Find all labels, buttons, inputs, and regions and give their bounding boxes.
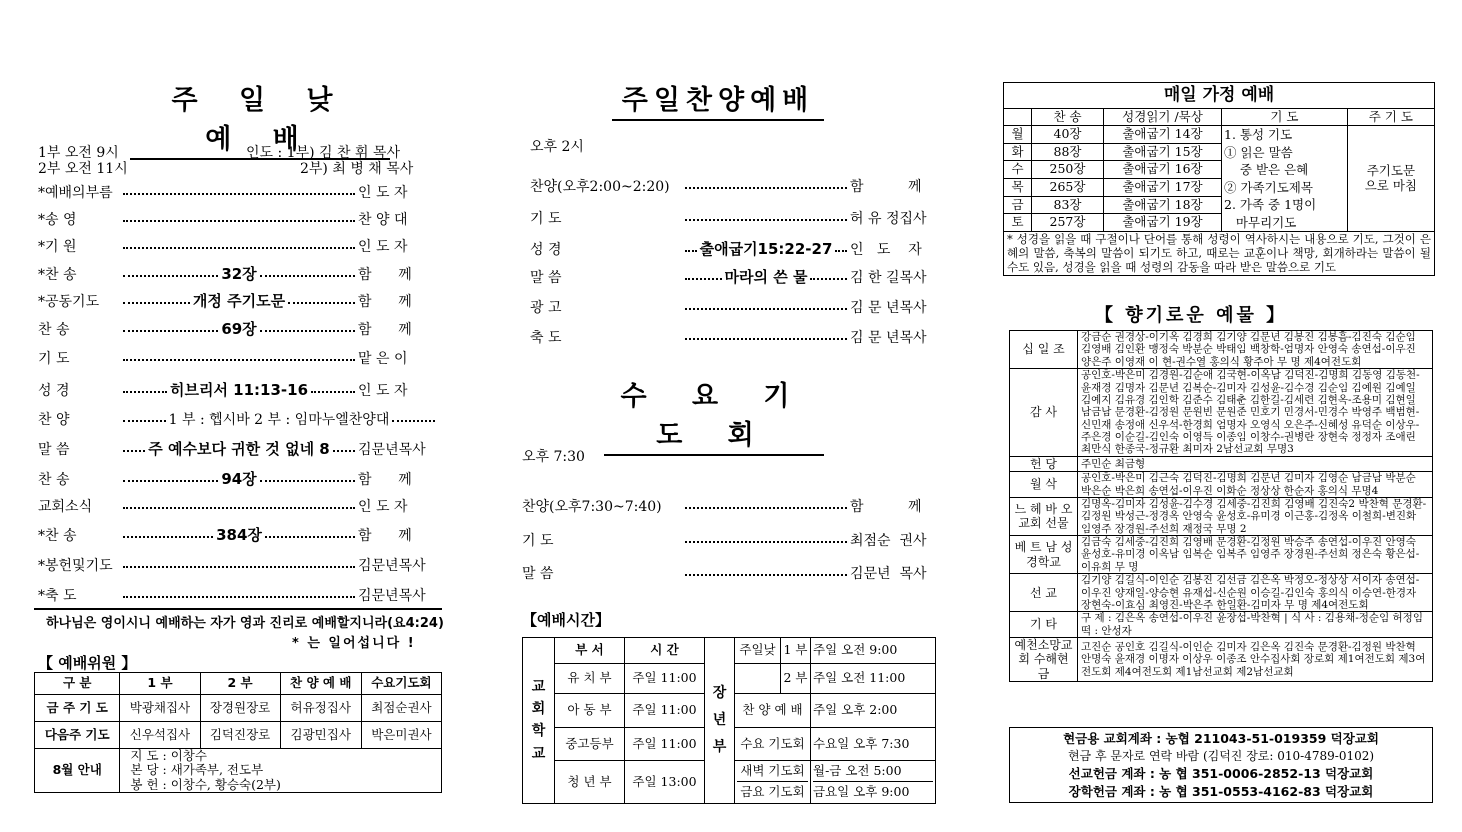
reading-cell: 출애굽기 16장 — [1104, 161, 1222, 179]
leader-dots — [685, 250, 697, 252]
leader-dots — [392, 420, 435, 422]
order-row — [522, 530, 930, 550]
order-row — [530, 238, 930, 259]
order-content: 개정 주기도문 — [192, 292, 286, 310]
order-label: 기 도 — [38, 351, 70, 367]
verse-text: 하나님은 영이시니 예배하는 자가 영과 진리로 예배할지니라(요4:24) — [46, 616, 444, 631]
committee-row-label: 다음주 기도 — [35, 722, 120, 749]
school-time: 주일 11:00 — [625, 664, 705, 694]
leader-dots — [333, 450, 355, 452]
order-leader: 함 께 — [358, 321, 412, 338]
offering-names: 김기양 김길식-이인순 김봉진 김선금 김은옥 박정오-정상상 서이자 송연섭-이우진 양재일-양승현 유재섭-신순원 이승길-김인숙 홍의식 이승연-한경자 장현숙-이효심 최영진-박은주 한일환-김미자 무 명 제4여전도회 — [1078, 574, 1433, 612]
schedule-title: 【예배시간】 — [522, 611, 610, 629]
school-time: 주일 13:00 — [625, 761, 705, 804]
committee-cell: 김광민집사 — [280, 722, 361, 749]
order-leader: 함 께 — [850, 499, 922, 515]
leader-dots — [685, 574, 847, 576]
school-dept: 유 치 부 — [555, 664, 625, 694]
offering-category: 느 헤 바 오 교회 선물 — [1010, 497, 1078, 535]
order-content: 주 예수보다 귀한 것 없네 8 — [148, 440, 330, 458]
committee-header: 수요기도회 — [361, 673, 441, 695]
vertical-char: 회 — [531, 700, 546, 717]
school-time: 주일 11:00 — [625, 728, 705, 761]
vertical-char: 학 — [531, 723, 546, 740]
leader-dots — [260, 330, 355, 332]
prayer-line: ① 읽은 말씀 — [1224, 144, 1293, 160]
order-label: *예배의부름 — [38, 185, 113, 201]
order-leader: 인 도 자 — [850, 241, 922, 258]
committee-header: 2 부 — [200, 673, 280, 695]
stand-note: * 는 일어섭니다 ! — [292, 636, 416, 651]
committee-row-label: 금 주 기 도 — [35, 695, 120, 722]
order-leader: 인 도 자 — [358, 185, 408, 201]
order-row — [530, 266, 930, 287]
prayer-line: ② 가족기도제목 — [1224, 179, 1313, 195]
order-leader: 김문년목사 — [358, 441, 426, 458]
prayer-line: 2. 가족 중 1명이 — [1224, 197, 1317, 212]
order-label: 찬양(오후7:30~7:40) — [522, 499, 662, 515]
adult-part: 2 부 — [781, 664, 811, 694]
reading-cell: 출애굽기 17장 — [1104, 178, 1222, 196]
order-label: 기 도 — [522, 533, 554, 549]
order-leader: 김 문 년목사 — [850, 300, 927, 316]
order-leader: 김문년목사 — [358, 558, 426, 574]
day-cell: 금 — [1004, 196, 1032, 214]
order-leader: 최점순 권사 — [850, 533, 927, 549]
order-label: 축 도 — [530, 330, 562, 346]
vertical-char: 교 — [531, 678, 546, 695]
vertical-char: 장 — [712, 685, 727, 702]
offering-names: 공인호-박은미 김경원-김순애 김국현-이옥남 김덕진-김명희 김동영 김동천-윤재경 김명자 김문년 김복순-김미자 김성윤-김수경 김순임 김예원 김예일 김예지 김유경 김인학 김준수 김태춘 김한길-김세련 김현옥-조용미 김현일 남금남 문경환-김정원 문원빈 문원준 민호기 민경서-민경수 박영주 백범현-신민재 송정애 신우석-한경희 엄명자 오영식 오은주-신혜성 유덕순 이상우-주은경 이순길-김인숙 이영득 이종임 이창수-권병란 장현숙 정정자 조애린 최만식 한종국-정규환 최미자 2남선교회 무명3 — [1078, 369, 1433, 457]
offering-names: 김명옥-김미자 김성윤-김수경 김세중-김진희 김영배 김진숙2 박찬혁 문경환-김정원 박성근-정경옥 안영숙 윤성호-유미경 이근홍-김정옥 이철희-변진화 임영주 장경원-주선희 재정국 무명 2 — [1078, 497, 1433, 535]
order-row — [530, 327, 930, 347]
order-label: 성 경 — [38, 382, 70, 399]
leader-dots — [685, 187, 847, 189]
order-row — [38, 585, 438, 605]
offering-category: 감 사 — [1010, 369, 1078, 457]
leader-dots — [123, 450, 145, 452]
august-line: 봉 헌 : 이창수, 황승숙(2부) — [130, 776, 281, 792]
school-time: 주일 11:00 — [625, 694, 705, 728]
order-row — [38, 209, 438, 229]
offering-title: 【 향기로운 예물 】 — [1095, 305, 1288, 326]
leader-dots — [123, 302, 190, 304]
committee-cell: 박광채집사 — [120, 695, 200, 722]
daily-header: 기 도 — [1222, 109, 1348, 126]
offering-category: 월 삭 — [1010, 472, 1078, 498]
committee-cell: 장경원장로 — [200, 695, 280, 722]
adult-service — [735, 664, 781, 694]
order-row — [38, 236, 438, 256]
account-scholarship: 장학헌금 계좌 : 농 협 351-0553-4162-83 덕장교회 — [1068, 784, 1374, 799]
prayer-line: 마무리기도 — [1224, 214, 1297, 230]
order-row — [38, 348, 438, 368]
order-row — [38, 496, 438, 516]
august-info — [120, 749, 442, 793]
offering-category: 헌 당 — [1010, 456, 1078, 471]
order-label: *기 원 — [38, 239, 77, 255]
order-leader: 인 도 자 — [358, 499, 408, 515]
school-label — [523, 638, 555, 804]
order-label: *찬 송 — [38, 527, 77, 544]
daily-title: 매일 가정 예배 — [1004, 83, 1435, 109]
order-content: 히브리서 11:13-16 — [169, 381, 309, 399]
leader-dots — [685, 219, 847, 221]
leader-dots — [123, 596, 355, 598]
day-cell: 토 — [1004, 214, 1032, 232]
order-leader: 허 유 정집사 — [850, 211, 927, 227]
committee-header: 구 분 — [35, 673, 120, 695]
leader-dots — [685, 507, 847, 509]
daily-header: 찬 송 — [1032, 109, 1104, 126]
order-leader: 김 문 년목사 — [850, 330, 927, 346]
offering-table — [1009, 330, 1433, 682]
order-label: 말 씀 — [38, 441, 70, 458]
vertical-char: 부 — [712, 738, 727, 755]
order-label: *봉헌및기도 — [38, 558, 113, 574]
lords-prayer: 주기도문으로 마침 — [1347, 126, 1434, 232]
offering-category: 예천소망교회 수해현금 — [1010, 638, 1078, 682]
order-row — [38, 555, 438, 575]
leader-dots — [123, 330, 218, 332]
day-cell: 수 — [1004, 161, 1032, 179]
order-content: 69장 — [221, 320, 257, 338]
order-row — [38, 409, 438, 429]
order-row — [38, 182, 438, 202]
order-leader: 맡 은 이 — [358, 351, 408, 367]
day-cell: 목 — [1004, 178, 1032, 196]
order-label: 교회소식 — [38, 499, 93, 515]
adult-time: 주일 오후 2:00 — [811, 694, 936, 728]
order-row — [522, 563, 930, 583]
account-note: 현금 후 문자로 연락 바람 (김덕진 장로: 010-4789-0102) — [1067, 749, 1375, 763]
hymn-cell: 40장 — [1032, 126, 1104, 144]
leader-dots — [123, 566, 355, 568]
offering-names: 김금숙 김세중-김진희 김영배 문경환-김정원 박승주 송연섭-이우진 안영숙 윤성호-유미경 이옥남 임복순 임복주 임영주 장경원-주선희 정은숙 황은섭-이유희 무 명 — [1078, 536, 1433, 574]
adult-time: 월-금 오전 5:00 — [813, 761, 933, 782]
sunday-service-title: 주 일 낮 예 배 — [130, 78, 390, 160]
account-general: 현금용 교회계좌 : 농협 211043-51-019359 덕장교회 — [1063, 731, 1379, 746]
daily-note: * 성경을 읽을 때 구절이나 단어를 통해 성령이 역사하시는 내용으로 기도, 그것이 은혜의 말씀, 축복의 말씀이 되기도 하고, 때로는 교훈이나 책망, 회개하라는 말씀이 될 수도 있음, 성경을 읽을 때 성령의 감동을 따라 받은 말씀으로 기도 — [1004, 232, 1435, 276]
committee-cell: 최점순권사 — [361, 695, 441, 722]
leader-dots — [685, 338, 847, 340]
adult-service-stack — [735, 761, 811, 804]
committee-title: 【 예배위원 】 — [38, 654, 137, 672]
reading-cell: 출애굽기 18장 — [1104, 196, 1222, 214]
adult-time: 금요일 오후 9:00 — [813, 784, 910, 800]
committee-header: 1 부 — [120, 673, 200, 695]
order-row — [38, 318, 438, 339]
service-time-2: 2부 오전 11시 — [38, 161, 128, 177]
school-dept: 청 년 부 — [555, 761, 625, 804]
vertical-char: 년 — [712, 712, 727, 729]
order-leader: 김문년목사 — [358, 588, 426, 604]
reading-cell: 출애굽기 14장 — [1104, 126, 1222, 144]
vertical-char: 교 — [531, 745, 546, 762]
hymn-cell: 88장 — [1032, 143, 1104, 161]
order-content: 출애굽기15:22-27 — [699, 240, 833, 258]
order-content: 마라의 쓴 물 — [724, 268, 808, 286]
leader-dots — [123, 247, 355, 249]
adult-service: 새벽 기도회 — [737, 761, 808, 782]
leader-dots — [123, 480, 218, 482]
adult-service: 주일낮 — [735, 638, 781, 664]
order-row — [38, 438, 438, 459]
wednesday-time: 오후 7:30 — [522, 449, 585, 465]
order-content: 94장 — [221, 470, 257, 488]
order-label: 말 씀 — [530, 269, 562, 286]
school-dept: 아 동 부 — [555, 694, 625, 728]
dept-header: 부 서 — [555, 638, 625, 664]
adult-part: 1 부 — [781, 638, 811, 664]
offering-category: 베 트 남 성경학교 — [1010, 536, 1078, 574]
leader-dots — [685, 278, 722, 280]
adult-time: 주일 오전 11:00 — [811, 664, 936, 694]
order-row — [530, 297, 930, 317]
offering-names: 구 제 : 김은옥 송연섭-이우진 윤장섭-박찬혁 | 식 사 : 김용채-정순임 허정임 떡 : 안성자 — [1078, 612, 1433, 638]
order-label: 광 고 — [530, 300, 562, 316]
order-leader: 찬 양 대 — [358, 212, 408, 228]
order-label: 기 도 — [530, 211, 562, 227]
order-label: *공동기도 — [38, 293, 100, 310]
august-label: 8월 안내 — [35, 749, 120, 793]
leader-dots — [260, 275, 355, 277]
order-content: 1 부 : 헵시바 2 부 : 임마누엘찬양대 — [168, 412, 390, 428]
order-label: 성 경 — [530, 241, 562, 258]
august-line: 지 도 : 이창수 — [130, 748, 207, 763]
leader-2: 2부) 최 병 채 목사 — [300, 161, 414, 177]
order-label: 말 씀 — [522, 566, 554, 582]
leader-1: 인도 : 1부) 김 찬 휘 목사 — [246, 145, 400, 161]
school-dept: 중고등부 — [555, 728, 625, 761]
leader-dots — [123, 359, 355, 361]
order-content: 32장 — [221, 265, 257, 283]
offering-names: 주민순 최금형 — [1078, 456, 1433, 471]
order-leader: 김문년 목사 — [850, 566, 927, 582]
hymn-cell: 83장 — [1032, 196, 1104, 214]
adult-label — [705, 638, 735, 804]
committee-table — [34, 672, 442, 793]
order-row — [38, 379, 438, 400]
leader-dots — [311, 391, 355, 393]
order-label: *송 영 — [38, 212, 77, 228]
order-leader: 인 도 자 — [358, 239, 408, 255]
offering-names: 고진순 공인호 김길식-이인순 김미자 김은옥 김진숙 문경환-김정원 박찬혁 안명숙 윤재경 이명자 이상우 이종조 안수집사회 장로회 제1여전도회 제3여전도회 제4여전도회 제1남선교회 제2남선교회 — [1078, 638, 1433, 682]
leader-dots — [123, 536, 213, 538]
leader-dots — [123, 275, 218, 277]
offering-names: 공인호-박은미 김근숙 김덕진-김명희 김문년 김미자 김영순 남금남 박분순 박은순 박은희 송연섭-이우진 이화순 정상상 한순자 홍의식 무명4 — [1078, 472, 1433, 498]
offering-category: 기 타 — [1010, 612, 1078, 638]
leader-dots — [265, 536, 355, 538]
leader-dots — [123, 193, 355, 195]
daily-header: 주 기 도 — [1347, 109, 1434, 126]
time-header: 시 간 — [625, 638, 705, 664]
adult-time-stack — [811, 761, 936, 804]
order-label: 찬 양 — [38, 412, 70, 428]
order-leader: 인 도 자 — [358, 382, 408, 399]
leader-dots — [123, 391, 167, 393]
leader-dots — [123, 420, 166, 422]
order-row — [38, 468, 438, 489]
offering-category: 십 일 조 — [1010, 331, 1078, 369]
order-row — [38, 524, 438, 545]
praise-service-title: 주일찬양예배 — [612, 78, 825, 121]
order-leader: 함 께 — [358, 471, 412, 488]
leader-dots — [123, 220, 355, 222]
order-row — [522, 496, 930, 516]
prayer-guide — [1222, 126, 1348, 232]
leader-dots — [123, 507, 355, 509]
leader-dots — [260, 480, 355, 482]
order-leader: 함 께 — [358, 527, 412, 544]
offering-category: 선 교 — [1010, 574, 1078, 612]
order-content: 384장 — [216, 526, 262, 544]
adult-time: 주일 오전 9:00 — [811, 638, 936, 664]
committee-cell: 김덕진장로 — [200, 722, 280, 749]
order-label: 찬 송 — [38, 321, 70, 338]
daily-worship-table — [1003, 82, 1435, 276]
leader-dots — [835, 250, 847, 252]
day-cell: 화 — [1004, 143, 1032, 161]
account-mission: 선교헌금 계좌 : 농 협 351-0006-2852-13 덕장교회 — [1068, 766, 1374, 781]
order-label: 찬양(오후2:00~2:20) — [530, 179, 670, 195]
prayer-line: 1. 통성 기도 — [1224, 127, 1293, 142]
order-leader: 함 께 — [358, 293, 412, 310]
adult-service: 찬 양 예 배 — [735, 694, 811, 728]
praise-time: 오후 2시 — [530, 139, 584, 155]
reading-cell: 출애굽기 15장 — [1104, 143, 1222, 161]
committee-cell: 박은미권사 — [361, 722, 441, 749]
day-cell: 월 — [1004, 126, 1032, 144]
hymn-cell: 250장 — [1032, 161, 1104, 179]
leader-dots — [685, 308, 847, 310]
reading-cell: 출애굽기 19장 — [1104, 214, 1222, 232]
order-row — [38, 290, 438, 311]
august-line: 본 당 : 새가족부, 전도부 — [130, 762, 264, 778]
order-label: *축 도 — [38, 588, 77, 604]
committee-cell: 허유정집사 — [280, 695, 361, 722]
offering-names: 강금순 권경상-이기옥 김경희 김기양 김문년 김봉진 김봉흠-김진숙 김순임 김영배 김인환 맹정숙 박분순 박태임 백창학-엄명자 안영숙 송연섭-이우진 양은주 이영재 이 현-권수열 홍의식 황주아 무 명 제4여전도회 — [1078, 331, 1433, 369]
order-leader: 김 한 길목사 — [850, 269, 927, 286]
order-row — [530, 176, 930, 196]
schedule-table — [522, 637, 936, 804]
order-label: 찬 송 — [38, 471, 70, 488]
accounts-box — [1009, 727, 1433, 803]
adult-service: 수요 기도회 — [735, 728, 811, 761]
order-row — [38, 263, 438, 284]
order-row — [530, 208, 930, 228]
hymn-cell: 265장 — [1032, 178, 1104, 196]
wednesday-title: 수 요 기 도 회 — [604, 374, 824, 456]
prayer-line: 중 받은 은혜 — [1224, 162, 1309, 177]
leader-dots — [810, 278, 847, 280]
adult-service: 금요 기도회 — [740, 784, 805, 800]
committee-cell: 신우석집사 — [120, 722, 200, 749]
daily-header — [1004, 109, 1032, 126]
daily-header: 성경읽기 /묵상 — [1104, 109, 1222, 126]
committee-header: 찬 양 예 배 — [280, 673, 361, 695]
order-leader: 함 께 — [358, 266, 412, 283]
service-time-1: 1부 오전 9시 — [38, 145, 119, 161]
leader-dots — [685, 541, 847, 543]
hymn-cell: 257장 — [1032, 214, 1104, 232]
adult-time: 수요일 오후 7:30 — [811, 728, 936, 761]
leader-dots — [288, 302, 355, 304]
order-leader: 함 께 — [850, 179, 922, 195]
order-label: *찬 송 — [38, 266, 77, 283]
